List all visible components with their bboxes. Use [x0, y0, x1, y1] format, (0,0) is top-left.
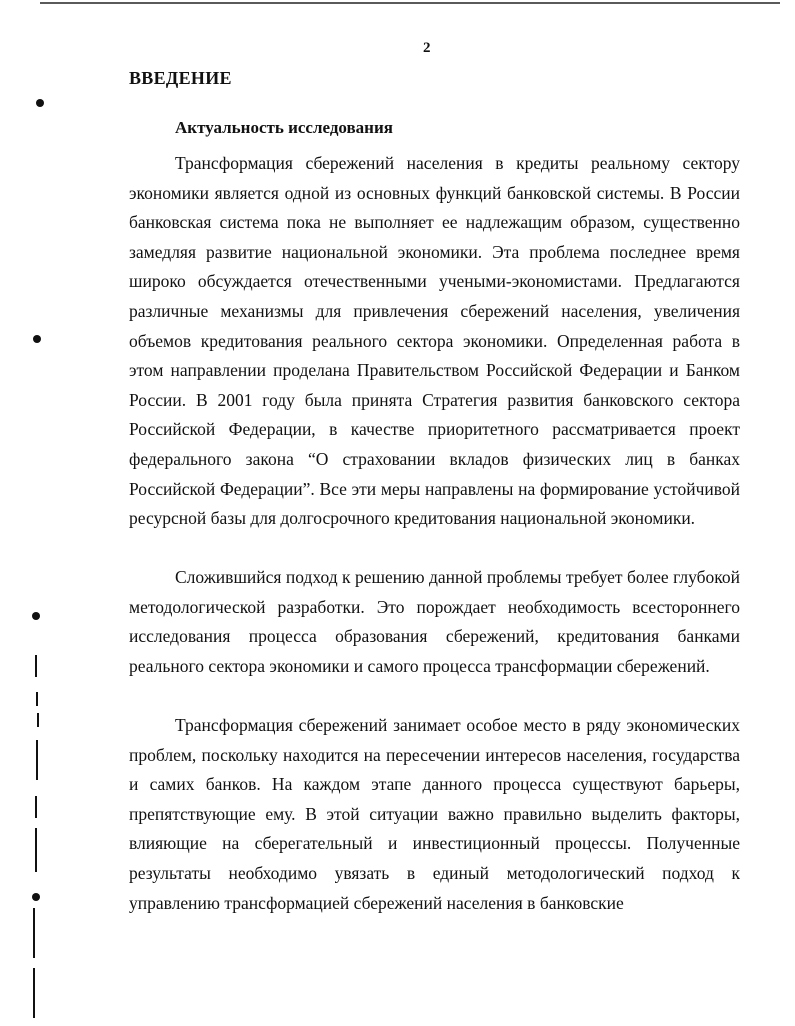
binder-hole-mark — [32, 893, 40, 901]
margin-scan-stroke — [36, 740, 38, 780]
margin-scan-stroke — [33, 968, 35, 1018]
section-subheading: Актуальность исследования — [175, 118, 393, 137]
scan-top-border — [40, 2, 780, 4]
paragraph-1: Трансформация сбережений населения в кредиты реальному сектору экономики является одной из основных функций банковской системы. В России банковская система пока не выполняет ее надлежащим образом, существенно замедляя развитие национальной экономики. Эта проблема последнее время широко обсуждается отечественными учеными-экономистами. Предлагаются различные механизмы для привлечения сбережений населения, увеличения объемов кредитования реального сектора экономики. Определенная работа в этом направлении проделана Правительством Российской Федерации и Банком России. В 2001 году была принята Стратегия развития банковского сектора Российской Федерации, в качестве приоритетного рассматривается проект федерального закона “О страховании вкладов физических лиц в банках Российской Федерации”. Все эти меры направлены на формирование устойчивой ресурсной базы для долгосрочного кредитования национальной экономики. — [129, 153, 740, 529]
margin-scan-stroke — [35, 828, 37, 872]
margin-scan-stroke — [36, 692, 38, 706]
margin-scan-stroke — [35, 655, 37, 677]
document-heading: ВВЕДЕНИЕ — [129, 68, 232, 88]
paragraph-3: Трансформация сбережений занимает особое место в ряду экономических проблем, поскольку находится на пересечении интересов населения, государства и самих банков. На каждом этапе данного процесса существуют барьеры, препятствующие ему. В этой ситуации важно правильно выделить факторы, влияющие на сберегательный и инвестиционный процессы. Полученные результаты необходимо увязать в единый методологический подход к управлению трансформацией сбережений населения в банковские — [129, 715, 740, 913]
binder-hole-mark — [36, 99, 44, 107]
margin-scan-stroke — [35, 796, 37, 818]
binder-hole-mark — [32, 612, 40, 620]
paragraph-2: Сложившийся подход к решению данной проблемы требует более глубокой методологической разработки. Это порождает необходимость всестороннего исследования процесса образования сбережений, кредитования банками реального сектора экономики и самого процесса трансформации сбережений. — [129, 567, 740, 676]
margin-scan-stroke — [37, 713, 39, 727]
page-number: 2 — [423, 40, 431, 56]
binder-hole-mark — [33, 335, 41, 343]
margin-scan-stroke — [33, 908, 35, 958]
